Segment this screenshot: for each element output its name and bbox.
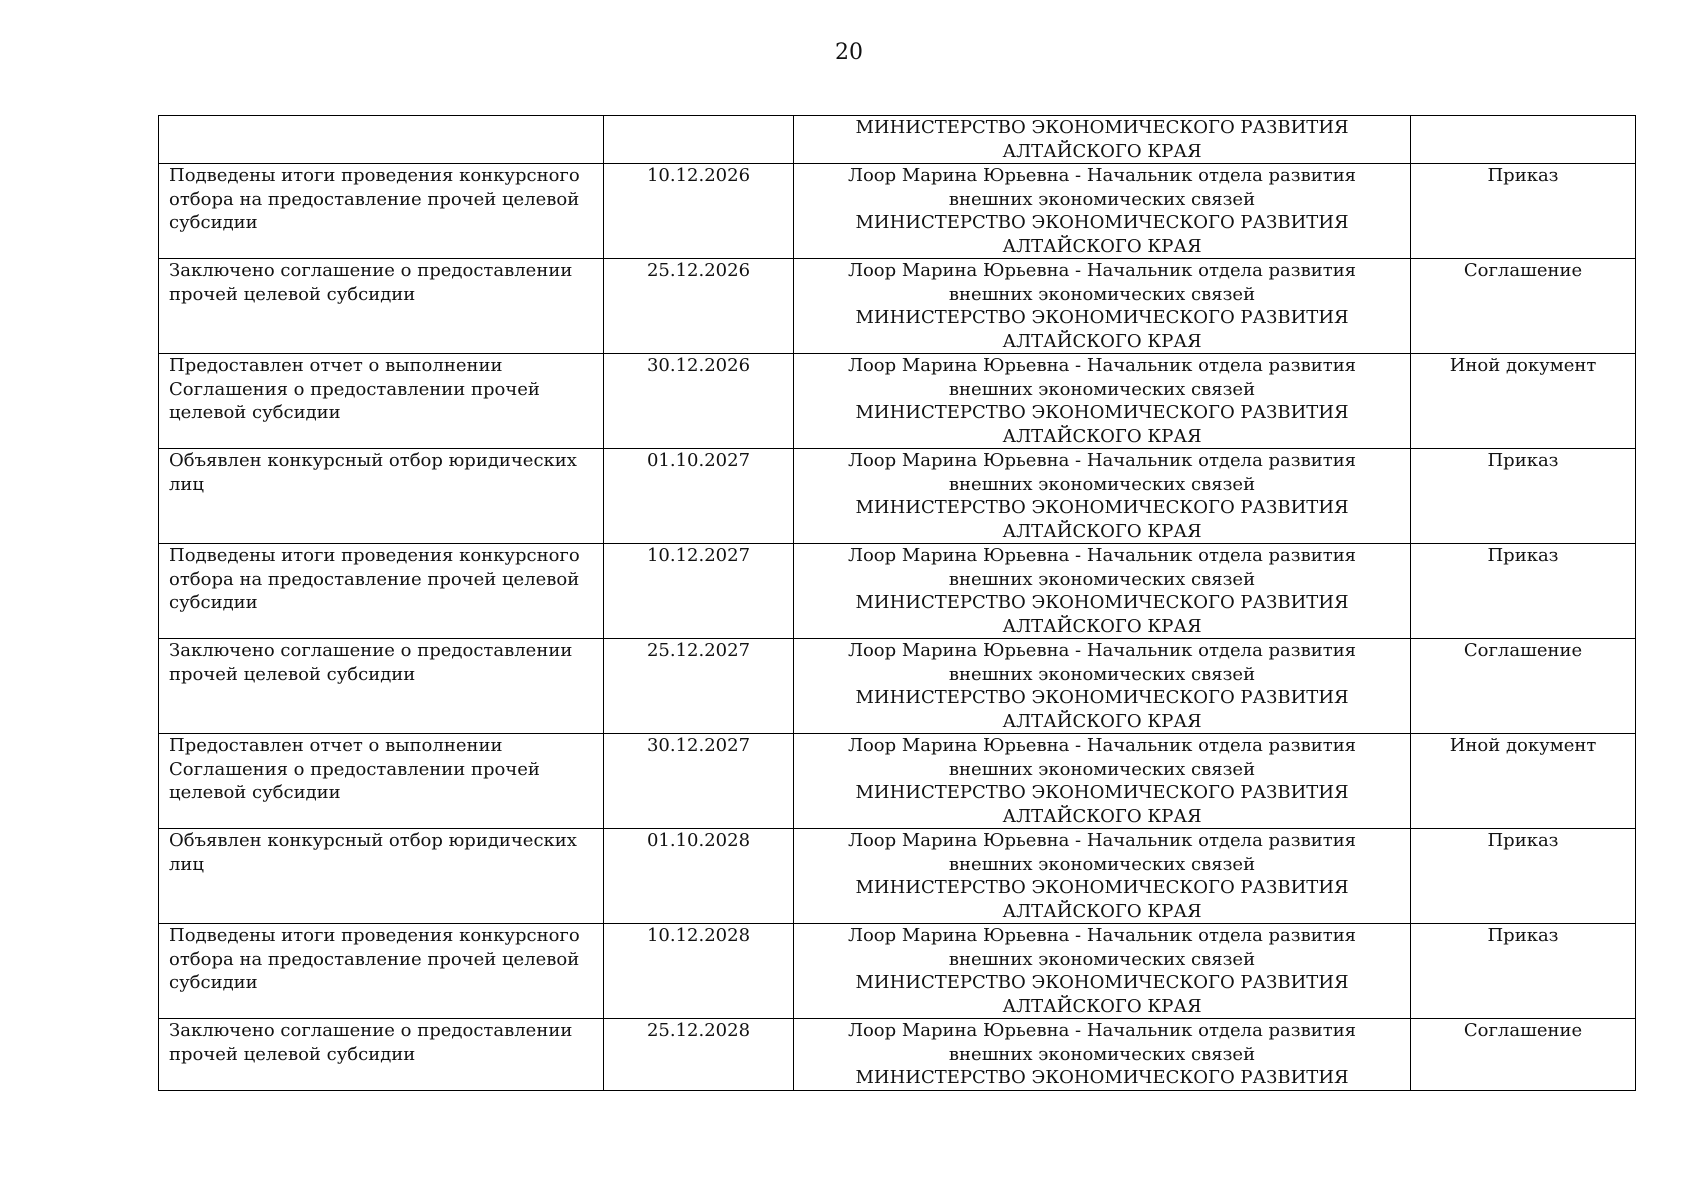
schedule-table-body [159,116,1636,1091]
responsible-org-line: МИНИСТЕРСТВО ЭКОНОМИЧЕСКОГО РАЗВИТИЯ [855,592,1349,613]
event-cell: Предоставлен отчет о выполнении Соглашения о предоставлении прочей целевой субсидии [159,354,604,449]
responsible-org-line: АЛТАЙСКОГО КРАЯ [1002,710,1202,732]
responsible-org-line: МИНИСТЕРСТВО ЭКОНОМИЧЕСКОГО РАЗВИТИЯ [855,782,1349,803]
responsible-cell [794,544,1411,639]
date-cell [604,116,794,164]
event-cell: Подведены итоги проведения конкурсного отбора на предоставление прочей целевой субсидии [159,924,604,1019]
table-row-continued [159,116,1636,164]
responsible-cell [794,259,1411,354]
responsible-person: Лоор Марина Юрьевна - Начальник отдела развития внешних экономических связей [847,165,1357,210]
responsible-org-line: АЛТАЙСКОГО КРАЯ [1002,425,1202,447]
table-row [159,829,1636,924]
table-row [159,924,1636,1019]
responsible-org-line: МИНИСТЕРСТВО ЭКОНОМИЧЕСКОГО РАЗВИТИЯ [855,402,1349,423]
page-number: 20 [835,40,863,65]
date-cell: 30.12.2026 [604,354,794,449]
date-cell: 10.12.2028 [604,924,794,1019]
date-cell: 25.12.2027 [604,639,794,734]
responsible-org-line: АЛТАЙСКОГО КРАЯ [1002,615,1202,637]
document-type-cell [1411,116,1636,164]
responsible-person: Лоор Марина Юрьевна - Начальник отдела развития внешних экономических связей [847,545,1357,590]
table-row [159,449,1636,544]
responsible-cell [794,829,1411,924]
event-cell [159,116,604,164]
responsible-org-line: АЛТАЙСКОГО КРАЯ [1002,520,1202,542]
responsible-org-line: АЛТАЙСКОГО КРАЯ [1002,900,1202,922]
document-type-cell: Соглашение [1411,639,1636,734]
event-cell: Предоставлен отчет о выполнении Соглашения о предоставлении прочей целевой субсидии [159,734,604,829]
responsible-person: Лоор Марина Юрьевна - Начальник отдела развития внешних экономических связей [847,925,1357,970]
document-type-cell: Соглашение [1411,259,1636,354]
date-cell: 01.10.2028 [604,829,794,924]
table-row [159,639,1636,734]
responsible-org-line: МИНИСТЕРСТВО ЭКОНОМИЧЕСКОГО РАЗВИТИЯ [855,497,1349,518]
document-type-cell: Соглашение [1411,1019,1636,1091]
document-type-cell: Иной документ [1411,354,1636,449]
table-row [159,544,1636,639]
table-row [159,259,1636,354]
table-row [159,734,1636,829]
responsible-cell [794,924,1411,1019]
date-cell: 10.12.2027 [604,544,794,639]
responsible-person: Лоор Марина Юрьевна - Начальник отдела развития внешних экономических связей [847,640,1357,685]
document-type-cell: Приказ [1411,449,1636,544]
responsible-cell [794,449,1411,544]
table-row [159,1019,1636,1091]
event-cell: Заключено соглашение о предоставлении прочей целевой субсидии [159,1019,604,1091]
responsible-org-line: МИНИСТЕРСТВО ЭКОНОМИЧЕСКОГО РАЗВИТИЯ [855,212,1349,233]
date-cell: 01.10.2027 [604,449,794,544]
event-cell: Подведены итоги проведения конкурсного отбора на предоставление прочей целевой субсидии [159,164,604,259]
date-cell: 30.12.2027 [604,734,794,829]
responsible-person: Лоор Марина Юрьевна - Начальник отдела развития внешних экономических связей [847,1020,1357,1065]
responsible-cell [794,164,1411,259]
responsible-org-line: АЛТАЙСКОГО КРАЯ [1002,995,1202,1017]
event-cell: Объявлен конкурсный отбор юридических лиц [159,829,604,924]
responsible-org-line: МИНИСТЕРСТВО ЭКОНОМИЧЕСКОГО РАЗВИТИЯ [855,307,1349,328]
responsible-cell [794,116,1411,164]
responsible-person: Лоор Марина Юрьевна - Начальник отдела развития внешних экономических связей [847,830,1357,875]
responsible-org-line: АЛТАЙСКОГО КРАЯ [1002,805,1202,827]
responsible-org-line: АЛТАЙСКОГО КРАЯ [1002,140,1202,162]
responsible-org-line: АЛТАЙСКОГО КРАЯ [1002,235,1202,257]
document-type-cell: Приказ [1411,544,1636,639]
date-cell: 10.12.2026 [604,164,794,259]
document-type-cell: Приказ [1411,164,1636,259]
table-row [159,164,1636,259]
schedule-table [158,115,1636,1091]
document-type-cell: Приказ [1411,829,1636,924]
responsible-cell [794,639,1411,734]
responsible-org-line: МИНИСТЕРСТВО ЭКОНОМИЧЕСКОГО РАЗВИТИЯ [855,117,1349,138]
responsible-person: Лоор Марина Юрьевна - Начальник отдела развития внешних экономических связей [847,735,1357,780]
responsible-person: Лоор Марина Юрьевна - Начальник отдела развития внешних экономических связей [847,260,1357,305]
table-row [159,354,1636,449]
responsible-org-line: АЛТАЙСКОГО КРАЯ [1002,330,1202,352]
responsible-person: Лоор Марина Юрьевна - Начальник отдела развития внешних экономических связей [847,450,1357,495]
document-type-cell: Иной документ [1411,734,1636,829]
event-cell: Подведены итоги проведения конкурсного отбора на предоставление прочей целевой субсидии [159,544,604,639]
responsible-org-line: МИНИСТЕРСТВО ЭКОНОМИЧЕСКОГО РАЗВИТИЯ [855,877,1349,898]
responsible-cell [794,734,1411,829]
responsible-cell [794,354,1411,449]
event-cell: Заключено соглашение о предоставлении прочей целевой субсидии [159,639,604,734]
responsible-person: Лоор Марина Юрьевна - Начальник отдела развития внешних экономических связей [847,355,1357,400]
responsible-org-line: МИНИСТЕРСТВО ЭКОНОМИЧЕСКОГО РАЗВИТИЯ [855,972,1349,993]
responsible-org-line: МИНИСТЕРСТВО ЭКОНОМИЧЕСКОГО РАЗВИТИЯ [855,687,1349,708]
date-cell: 25.12.2026 [604,259,794,354]
date-cell: 25.12.2028 [604,1019,794,1091]
responsible-cell [794,1019,1411,1091]
event-cell: Объявлен конкурсный отбор юридических лиц [159,449,604,544]
event-cell: Заключено соглашение о предоставлении прочей целевой субсидии [159,259,604,354]
responsible-org-line: МИНИСТЕРСТВО ЭКОНОМИЧЕСКОГО РАЗВИТИЯ [855,1067,1349,1088]
document-type-cell: Приказ [1411,924,1636,1019]
